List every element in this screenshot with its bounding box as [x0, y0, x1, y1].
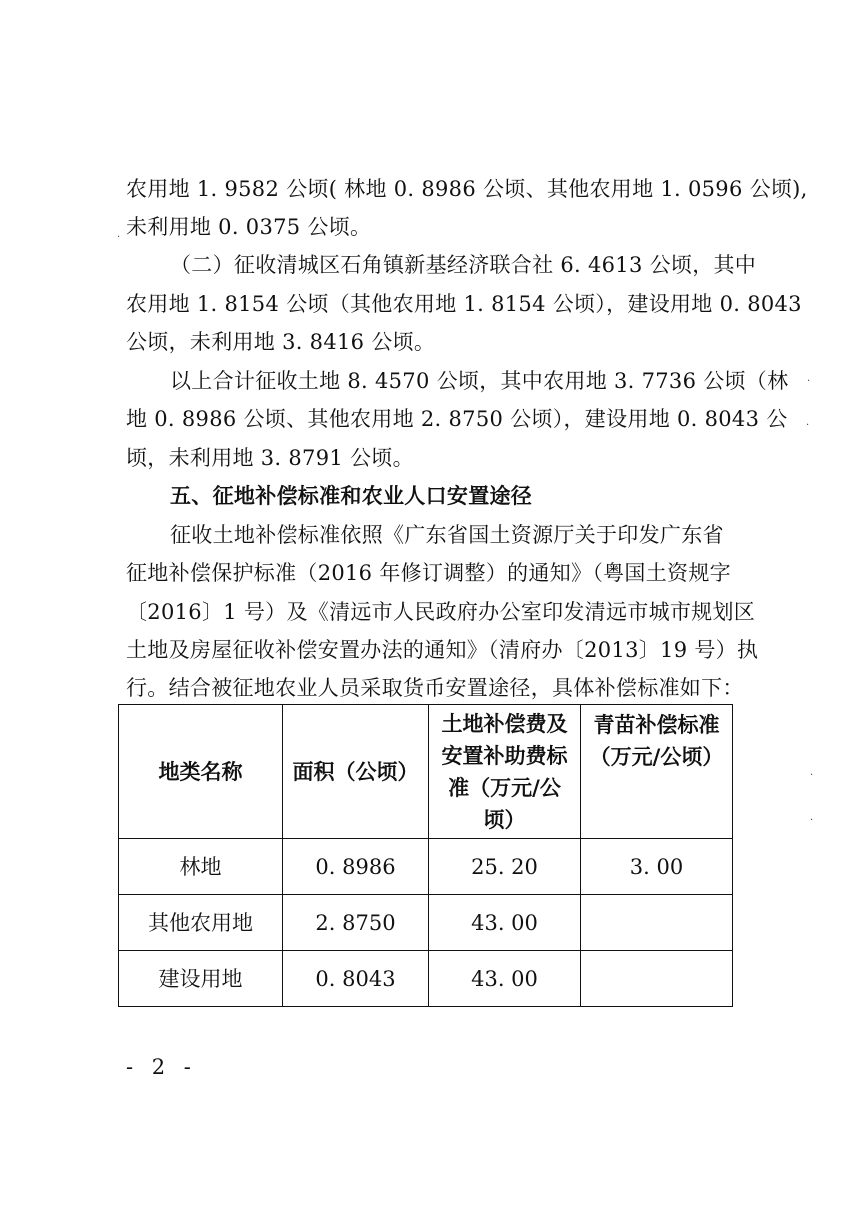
table-row: [119, 951, 733, 1007]
scan-speck: ·: [117, 232, 121, 243]
paragraph-line: 公顷，未利用地 3. 8416 公顷。: [126, 330, 436, 354]
scan-speck: ·: [810, 770, 814, 781]
cell-land-type: 建设用地: [119, 951, 283, 1007]
paragraph-line: 以上合计征收土地 8. 4570 公顷，其中农用地 3. 7736 公顷（林: [170, 369, 789, 393]
section-body-line: 征地补偿保护标准（2016 年修订调整）的通知》（粤国土资规字: [126, 561, 731, 585]
paragraph-line: 地 0. 8986 公顷、其他农用地 2. 8750 公顷），建设用地 0. 8043 公: [126, 407, 788, 431]
cell-seedling-fee: 3. 00: [581, 839, 733, 895]
section-heading: 五、征地补偿标准和农业人口安置途径: [170, 484, 533, 508]
scan-speck: ·: [806, 420, 810, 431]
page-number: - 2 -: [126, 1055, 197, 1079]
cell-area: 0. 8043: [283, 951, 429, 1007]
paragraph-line: 顷，未利用地 3. 8791 公顷。: [126, 446, 414, 470]
table-row: [119, 839, 733, 895]
paragraph-line: 农用地 1. 9582 公顷( 林地 0. 8986 公顷、其他农用地 1. 0596 公顷),: [126, 177, 808, 201]
section-body-line: 行。结合被征地农业人员采取货币安置途径，具体补偿标准如下：: [126, 676, 744, 700]
paragraph-line: 农用地 1. 8154 公顷（其他农用地 1. 8154 公顷），建设用地 0. 8043: [126, 292, 802, 316]
header-area: 面积（公顷）: [283, 705, 429, 839]
section-body-line: 征收土地补偿标准依照《广东省国土资源厅关于印发广东省: [170, 523, 724, 547]
cell-land-type: 林地: [119, 839, 283, 895]
header-land-fee: 土地补偿费及 安置补助费标 准（万元/公顷）: [429, 705, 581, 839]
cell-area: 0. 8986: [283, 839, 429, 895]
cell-seedling-fee: [581, 951, 733, 1007]
paragraph-line: 未利用地 0. 0375 公顷。: [126, 215, 372, 239]
scan-speck: ·: [807, 376, 811, 387]
cell-land-fee: 43. 00: [429, 895, 581, 951]
paragraph-line: （二）征收清城区石角镇新基经济联合社 6. 4613 公顷，其中: [170, 253, 757, 277]
header-land-type: 地类名称: [119, 705, 283, 839]
table-header-row: [119, 705, 733, 839]
table-row: [119, 895, 733, 951]
cell-land-fee: 43. 00: [429, 951, 581, 1007]
cell-area: 2. 8750: [283, 895, 429, 951]
cell-land-fee: 25. 20: [429, 839, 581, 895]
scan-speck: ·: [810, 815, 814, 826]
cell-seedling-fee: [581, 895, 733, 951]
header-seedling-fee: 青苗补偿标准 （万元/公顷）: [581, 705, 733, 839]
section-body-line: 〔2016〕1 号）及《清远市人民政府办公室印发清远市城市规划区: [126, 600, 756, 624]
compensation-table: [118, 704, 733, 1007]
section-body-line: 土地及房屋征收补偿安置办法的通知》（清府办〔2013〕19 号）执: [126, 638, 759, 662]
cell-land-type: 其他农用地: [119, 895, 283, 951]
